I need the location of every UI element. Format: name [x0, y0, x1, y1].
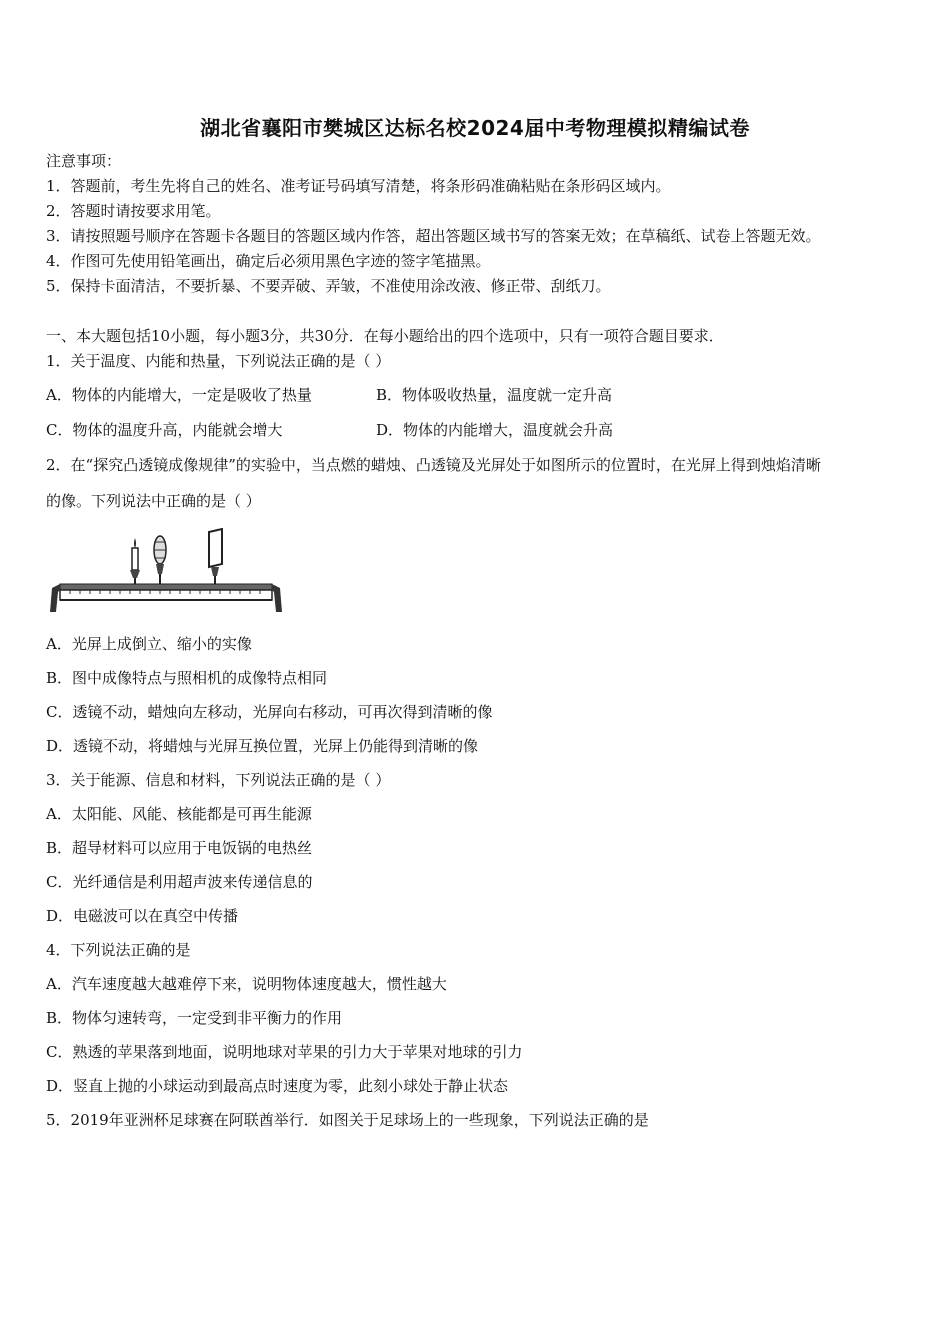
q2-stem-line-1: 2．在“探究凸透镜成像规律”的实验中，当点燃的蜡烛、凸透镜及光屏处于如图所示的位置时，在光屏上得到烛焰清晰 [46, 456, 821, 474]
q3-option-c: C．光纤通信是利用超声波来传递信息的 [46, 873, 313, 891]
q5-stem: 5．2019年亚洲杯足球赛在阿联酋举行．如图关于足球场上的一些现象，下列说法正确的是 [46, 1111, 649, 1129]
q1-option-c: C．物体的温度升高，内能就会增大 [46, 421, 283, 439]
light-screen-icon [209, 529, 222, 584]
q2-option-c: C．透镜不动，蜡烛向左移动，光屏向右移动，可再次得到清晰的像 [46, 703, 493, 721]
q4-option-b: B．物体匀速转弯，一定受到非平衡力的作用 [46, 1009, 343, 1027]
q1-option-b: B．物体吸收热量，温度就一定升高 [376, 386, 613, 404]
q3-option-b: B．超导材料可以应用于电饭锅的电热丝 [46, 839, 313, 857]
q3-option-d: D．电磁波可以在真空中传播 [46, 907, 239, 925]
notice-item-4: 4．作图可先使用铅笔画出，确定后必须用黑色字迹的签字笔描黑。 [46, 252, 491, 270]
notice-item-2: 2．答题时请按要求用笔。 [46, 202, 221, 220]
notice-item-1: 1．答题前，考生先将自己的姓名、准考证号码填写清楚，将条形码准确粘贴在条形码区域内。 [46, 177, 671, 195]
q1-option-d: D．物体的内能增大，温度就会升高 [376, 421, 614, 439]
q3-stem: 3．关于能源、信息和材料，下列说法正确的是（ ） [46, 771, 391, 789]
q3-option-a: A．太阳能、风能、核能都是可再生能源 [46, 805, 312, 823]
page-title: 湖北省襄阳市樊城区达标名校2024届中考物理模拟精编试卷 [200, 116, 750, 140]
candle-icon [130, 538, 140, 584]
q1-option-a: A．物体的内能增大，一定是吸收了热量 [46, 386, 312, 404]
q2-option-d: D．透镜不动，将蜡烛与光屏互换位置，光屏上仍能得到清晰的像 [46, 737, 479, 755]
q1-stem: 1．关于温度、内能和热量，下列说法正确的是（ ） [46, 352, 391, 370]
q4-option-c: C．熟透的苹果落到地面，说明地球对苹果的引力大于苹果对地球的引力 [46, 1043, 523, 1061]
q2-option-a: A．光屏上成倒立、缩小的实像 [46, 635, 252, 653]
bench-rail [50, 584, 282, 612]
q2-stem-line-2: 的像。下列说法中正确的是（ ） [46, 492, 261, 510]
q4-option-a: A．汽车速度越大越难停下来，说明物体速度越大，惯性越大 [46, 975, 447, 993]
notice-item-5: 5．保持卡面清洁，不要折暴、不要弄破、弄皱，不准使用涂改液、修正带、刮纸刀。 [46, 277, 611, 295]
q4-stem: 4．下列说法正确的是 [46, 941, 191, 959]
convex-lens-icon [154, 536, 166, 584]
optical-bench-figure [46, 528, 286, 620]
section-heading: 一、本大题包括10小题，每小题3分，共30分．在每小题给出的四个选项中，只有一项符合题目要求． [46, 327, 724, 345]
q4-option-d: D．竖直上抛的小球运动到最高点时速度为零，此刻小球处于静止状态 [46, 1077, 509, 1095]
notice-heading: 注意事项： [46, 152, 122, 170]
q2-option-b: B．图中成像特点与照相机的成像特点相同 [46, 669, 328, 687]
notice-item-3: 3．请按照题号顺序在答题卡各题目的答题区域内作答，超出答题区域书写的答案无效；在草稿纸、试卷上答题无效。 [46, 227, 821, 245]
